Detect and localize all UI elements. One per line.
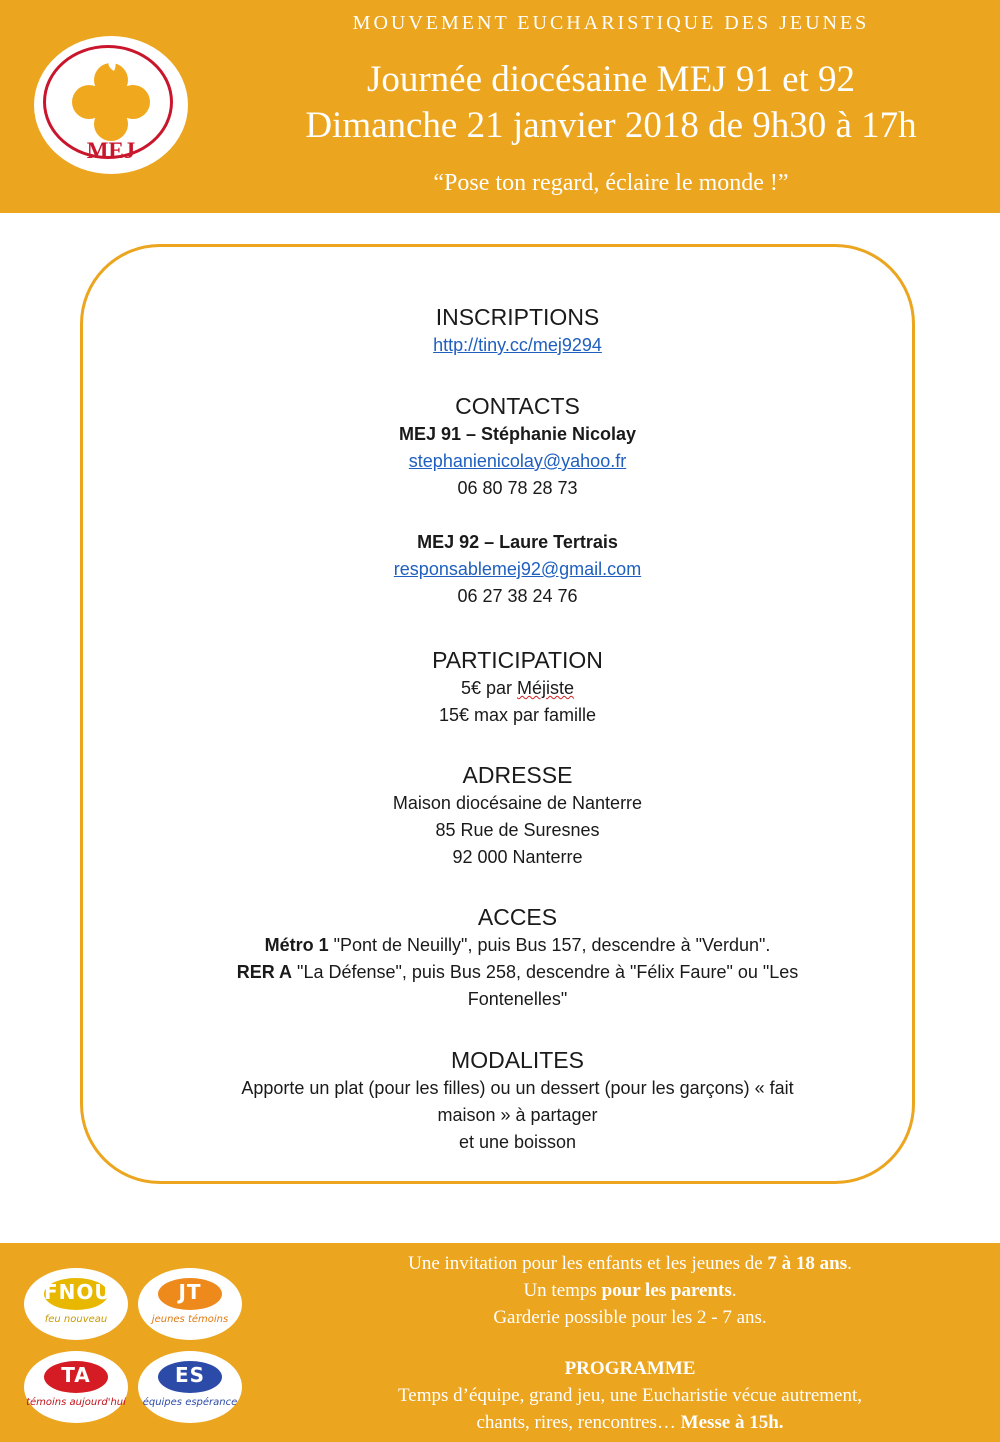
contact-email[interactable]: responsablemej92@gmail.com: [393, 559, 642, 579]
participation-heading: PARTICIPATION: [432, 647, 603, 673]
parents-text: Un temps: [523, 1280, 602, 1301]
adresse-section: [80, 760, 955, 871]
adresse-heading: ADRESSE: [462, 762, 573, 788]
inscriptions-link[interactable]: http://tiny.cc/mej9294: [433, 335, 602, 355]
programme-text: chants, rires, rencontres…: [476, 1412, 681, 1433]
contact-phone: 06 80 78 28 73: [457, 478, 578, 498]
feu-nouveau-badge: [24, 1268, 128, 1340]
equipes-esperance-badge: [138, 1351, 242, 1423]
rer-text: "La Défense", puis Bus 258, descendre à "Félix Faure" ou "Les: [292, 962, 799, 982]
badge-label: témoins aujourd'hui: [26, 1397, 126, 1408]
punct: .: [731, 1280, 737, 1301]
adresse-line: 85 Rue de Suresnes: [435, 820, 600, 840]
programme-line: Temps d’équipe, grand jeu, une Eucharistie vécue autrement,: [398, 1385, 862, 1406]
acces-rer-cont: Fontenelles": [467, 989, 568, 1009]
acces-metro: [80, 932, 955, 959]
event-title: Journée diocésaine MEJ 91 et 92: [366, 59, 856, 100]
metro-label: Métro 1: [264, 935, 329, 955]
contact-email[interactable]: stephanienicolay@yahoo.fr: [408, 451, 627, 471]
adresse-line: 92 000 Nanterre: [452, 847, 583, 867]
badge-label: feu nouveau: [44, 1314, 108, 1325]
modalites-line: maison » à partager: [437, 1105, 598, 1125]
messe-time: Messe à 15h.: [680, 1412, 784, 1433]
participation-section: [80, 645, 955, 729]
contact-phone: 06 27 38 24 76: [457, 586, 578, 606]
contact-name: MEJ 91 – Stéphanie Nicolay: [398, 424, 637, 444]
contacts-section: [80, 391, 955, 610]
contact-name: MEJ 92 – Laure Tertrais: [417, 532, 618, 552]
participation-max: 15€ max par famille: [438, 705, 597, 725]
rer-label: RER A: [236, 962, 293, 982]
programme-line: [310, 1412, 950, 1434]
age-range: 7 à 18 ans: [767, 1253, 848, 1274]
event-quote: “Pose ton regard, éclaire le monde !”: [433, 170, 789, 196]
acces-section: [80, 902, 955, 1013]
badge-code: JT: [178, 1280, 202, 1304]
badge-code: ES: [174, 1363, 206, 1387]
badge-label: jeunes témoins: [151, 1314, 229, 1325]
metro-text: "Pont de Neuilly", puis Bus 157, descendre à "Verdun".: [328, 935, 771, 955]
parents-line: [310, 1280, 950, 1302]
modalites-line: Apporte un plat (pour les filles) ou un dessert (pour les garçons) « fait: [241, 1078, 794, 1098]
punct: .: [847, 1253, 852, 1274]
mej-logo: [34, 36, 188, 174]
inscriptions-heading: INSCRIPTIONS: [435, 304, 600, 330]
price-text: 5€ par: [460, 678, 518, 698]
modalites-section: [80, 1045, 955, 1156]
footer-banner: [0, 1243, 1000, 1442]
temoins-aujourdhui-badge: [24, 1351, 128, 1423]
mejiste-word: Méjiste: [517, 678, 575, 698]
invitation-text: Une invitation pour les enfants et les jeunes de: [408, 1253, 768, 1274]
event-date: Dimanche 21 janvier 2018 de 9h30 à 17h: [305, 105, 917, 146]
garderie-line: Garderie possible pour les 2 - 7 ans.: [493, 1307, 767, 1328]
invitation-line: [310, 1253, 950, 1275]
jeunes-temoins-badge: [138, 1268, 242, 1340]
participation-price: [80, 675, 955, 702]
acces-heading: ACCES: [477, 904, 558, 930]
badge-code: TA: [61, 1363, 91, 1387]
badge-label: équipes espérance: [142, 1397, 238, 1408]
modalites-heading: MODALITES: [451, 1047, 584, 1073]
movement-name: MOUVEMENT EUCHARISTIQUE DES JEUNES: [352, 12, 870, 34]
logo-text: MEJ: [86, 138, 136, 163]
inscriptions-section: [80, 302, 955, 359]
parents-bold: pour les parents: [601, 1280, 732, 1301]
programme-heading: PROGRAMME: [564, 1358, 696, 1379]
modalites-line: et une boisson: [458, 1132, 577, 1152]
adresse-line: Maison diocésaine de Nanterre: [392, 793, 643, 813]
contacts-heading: CONTACTS: [455, 393, 580, 419]
header-banner: [0, 0, 1000, 213]
badge-code: FNOU: [44, 1280, 112, 1304]
acces-rer: [80, 959, 955, 986]
